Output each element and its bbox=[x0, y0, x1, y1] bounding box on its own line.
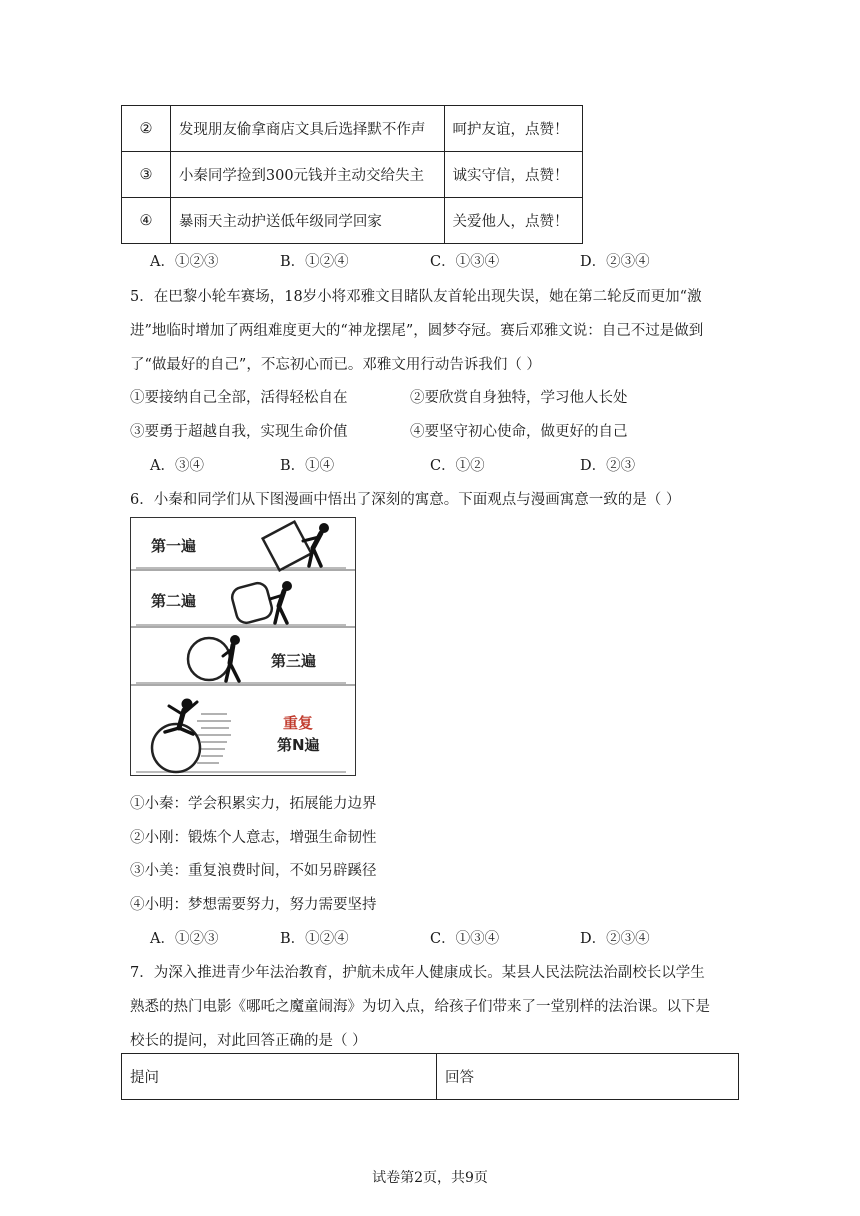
q6-stem: 6．小秦和同学们从下图漫画中悟出了深刻的寓意。下面观点与漫画寓意一致的是（ ） bbox=[130, 492, 681, 508]
pushing-man-icon-2 bbox=[270, 582, 292, 624]
row-comment: 关爱他人，点赞！ bbox=[444, 198, 582, 244]
page-footer: 试卷第2页，共9页 bbox=[372, 1170, 488, 1186]
table-row bbox=[122, 152, 583, 198]
q6-statement-2: ②小刚：锻炼个人意志，增强生命韧性 bbox=[130, 830, 377, 846]
q7-table bbox=[121, 1053, 739, 1100]
q6-option-d[interactable]: D．②③④ bbox=[580, 931, 650, 947]
q5-option-b[interactable]: B．①④ bbox=[280, 458, 335, 474]
round-block-icon bbox=[188, 638, 230, 680]
case-table bbox=[121, 105, 583, 244]
table-row bbox=[122, 106, 583, 152]
rounded-block-icon bbox=[230, 581, 274, 625]
row-event: 小秦同学捡到300元钱并主动交给失主 bbox=[170, 152, 444, 198]
q5-stem-line-2: 进”地临时增加了两组难度更大的“神龙摆尾”，圆梦夺冠。赛后邓雅文说：自己不过是做到 bbox=[130, 323, 704, 339]
row-comment: 呵护友谊，点赞！ bbox=[444, 106, 582, 152]
q4-option-a[interactable]: A．①②③ bbox=[150, 254, 219, 270]
q6-option-c[interactable]: C．①③④ bbox=[430, 931, 500, 947]
panel-2-label: 第二遍 bbox=[151, 592, 197, 610]
row-comment: 诚实守信，点赞！ bbox=[444, 152, 582, 198]
panel-4-label-top: 重复 bbox=[283, 714, 314, 732]
q5-option-c[interactable]: C．①② bbox=[430, 458, 485, 474]
q6-option-b[interactable]: B．①②④ bbox=[280, 931, 349, 947]
q7-stem-line-1: 7．为深入推进青少年法治教育，护航未成年人健康成长。某县人民法院法治副校长以学生 bbox=[130, 965, 705, 981]
q6-statement-3: ③小美：重复浪费时间，不如另辟蹊径 bbox=[130, 863, 377, 879]
panel-4-label-bottom: 第N遍 bbox=[277, 736, 320, 754]
q4-option-c[interactable]: C．①③④ bbox=[430, 254, 500, 270]
q4-option-d[interactable]: D．②③④ bbox=[580, 254, 650, 270]
row-event: 暴雨天主动护送低年级同学回家 bbox=[170, 198, 444, 244]
q6-statement-1: ①小秦：学会积累实力，拓展能力边界 bbox=[130, 796, 377, 812]
q5-statement-4: ④要坚守初心使命，做更好的自己 bbox=[410, 424, 628, 440]
q5-statement-1: ①要接纳自己全部，活得轻松自在 bbox=[130, 390, 348, 406]
q5-statement-3: ③要勇于超越自我，实现生命价值 bbox=[130, 424, 348, 440]
table-header-row bbox=[122, 1054, 739, 1100]
q6-option-a[interactable]: A．①②③ bbox=[150, 931, 219, 947]
q5-option-a[interactable]: A．③④ bbox=[150, 458, 204, 474]
q4-option-b[interactable]: B．①②④ bbox=[280, 254, 349, 270]
square-block-icon bbox=[263, 522, 312, 571]
header-question: 提问 bbox=[122, 1054, 437, 1100]
header-answer: 回答 bbox=[437, 1054, 739, 1100]
row-number: ② bbox=[122, 106, 171, 152]
panel-3-label: 第三遍 bbox=[271, 652, 317, 670]
q7-stem-line-2: 熟悉的热门电影《哪吒之魔童闹海》为切入点，给孩子们带来了一堂别样的法治课。以下是 bbox=[130, 999, 710, 1015]
comic-image bbox=[130, 517, 356, 776]
row-number: ④ bbox=[122, 198, 171, 244]
row-event: 发现朋友偷拿商店文具后选择默不作声 bbox=[170, 106, 444, 152]
panel-1-label: 第一遍 bbox=[151, 537, 197, 555]
q5-option-d[interactable]: D．②③ bbox=[580, 458, 636, 474]
speed-lines-icon bbox=[197, 714, 231, 763]
q6-statement-4: ④小明：梦想需要努力，努力需要坚持 bbox=[130, 897, 377, 913]
rolling-ball-icon bbox=[152, 724, 200, 772]
q7-stem-line-3: 校长的提问，对此回答正确的是（ ） bbox=[130, 1033, 367, 1049]
q5-statement-2: ②要欣赏自身独特，学习他人长处 bbox=[410, 390, 628, 406]
q5-stem-line-3: 了“做最好的自己”，不忘初心而已。邓雅文用行动告诉我们（ ） bbox=[130, 357, 541, 373]
table-row bbox=[122, 198, 583, 244]
row-number: ③ bbox=[122, 152, 171, 198]
q5-stem-line-1: 5．在巴黎小轮车赛场，18岁小将邓雅文目睹队友首轮出现失误，她在第二轮反而更加“激 bbox=[130, 289, 702, 305]
